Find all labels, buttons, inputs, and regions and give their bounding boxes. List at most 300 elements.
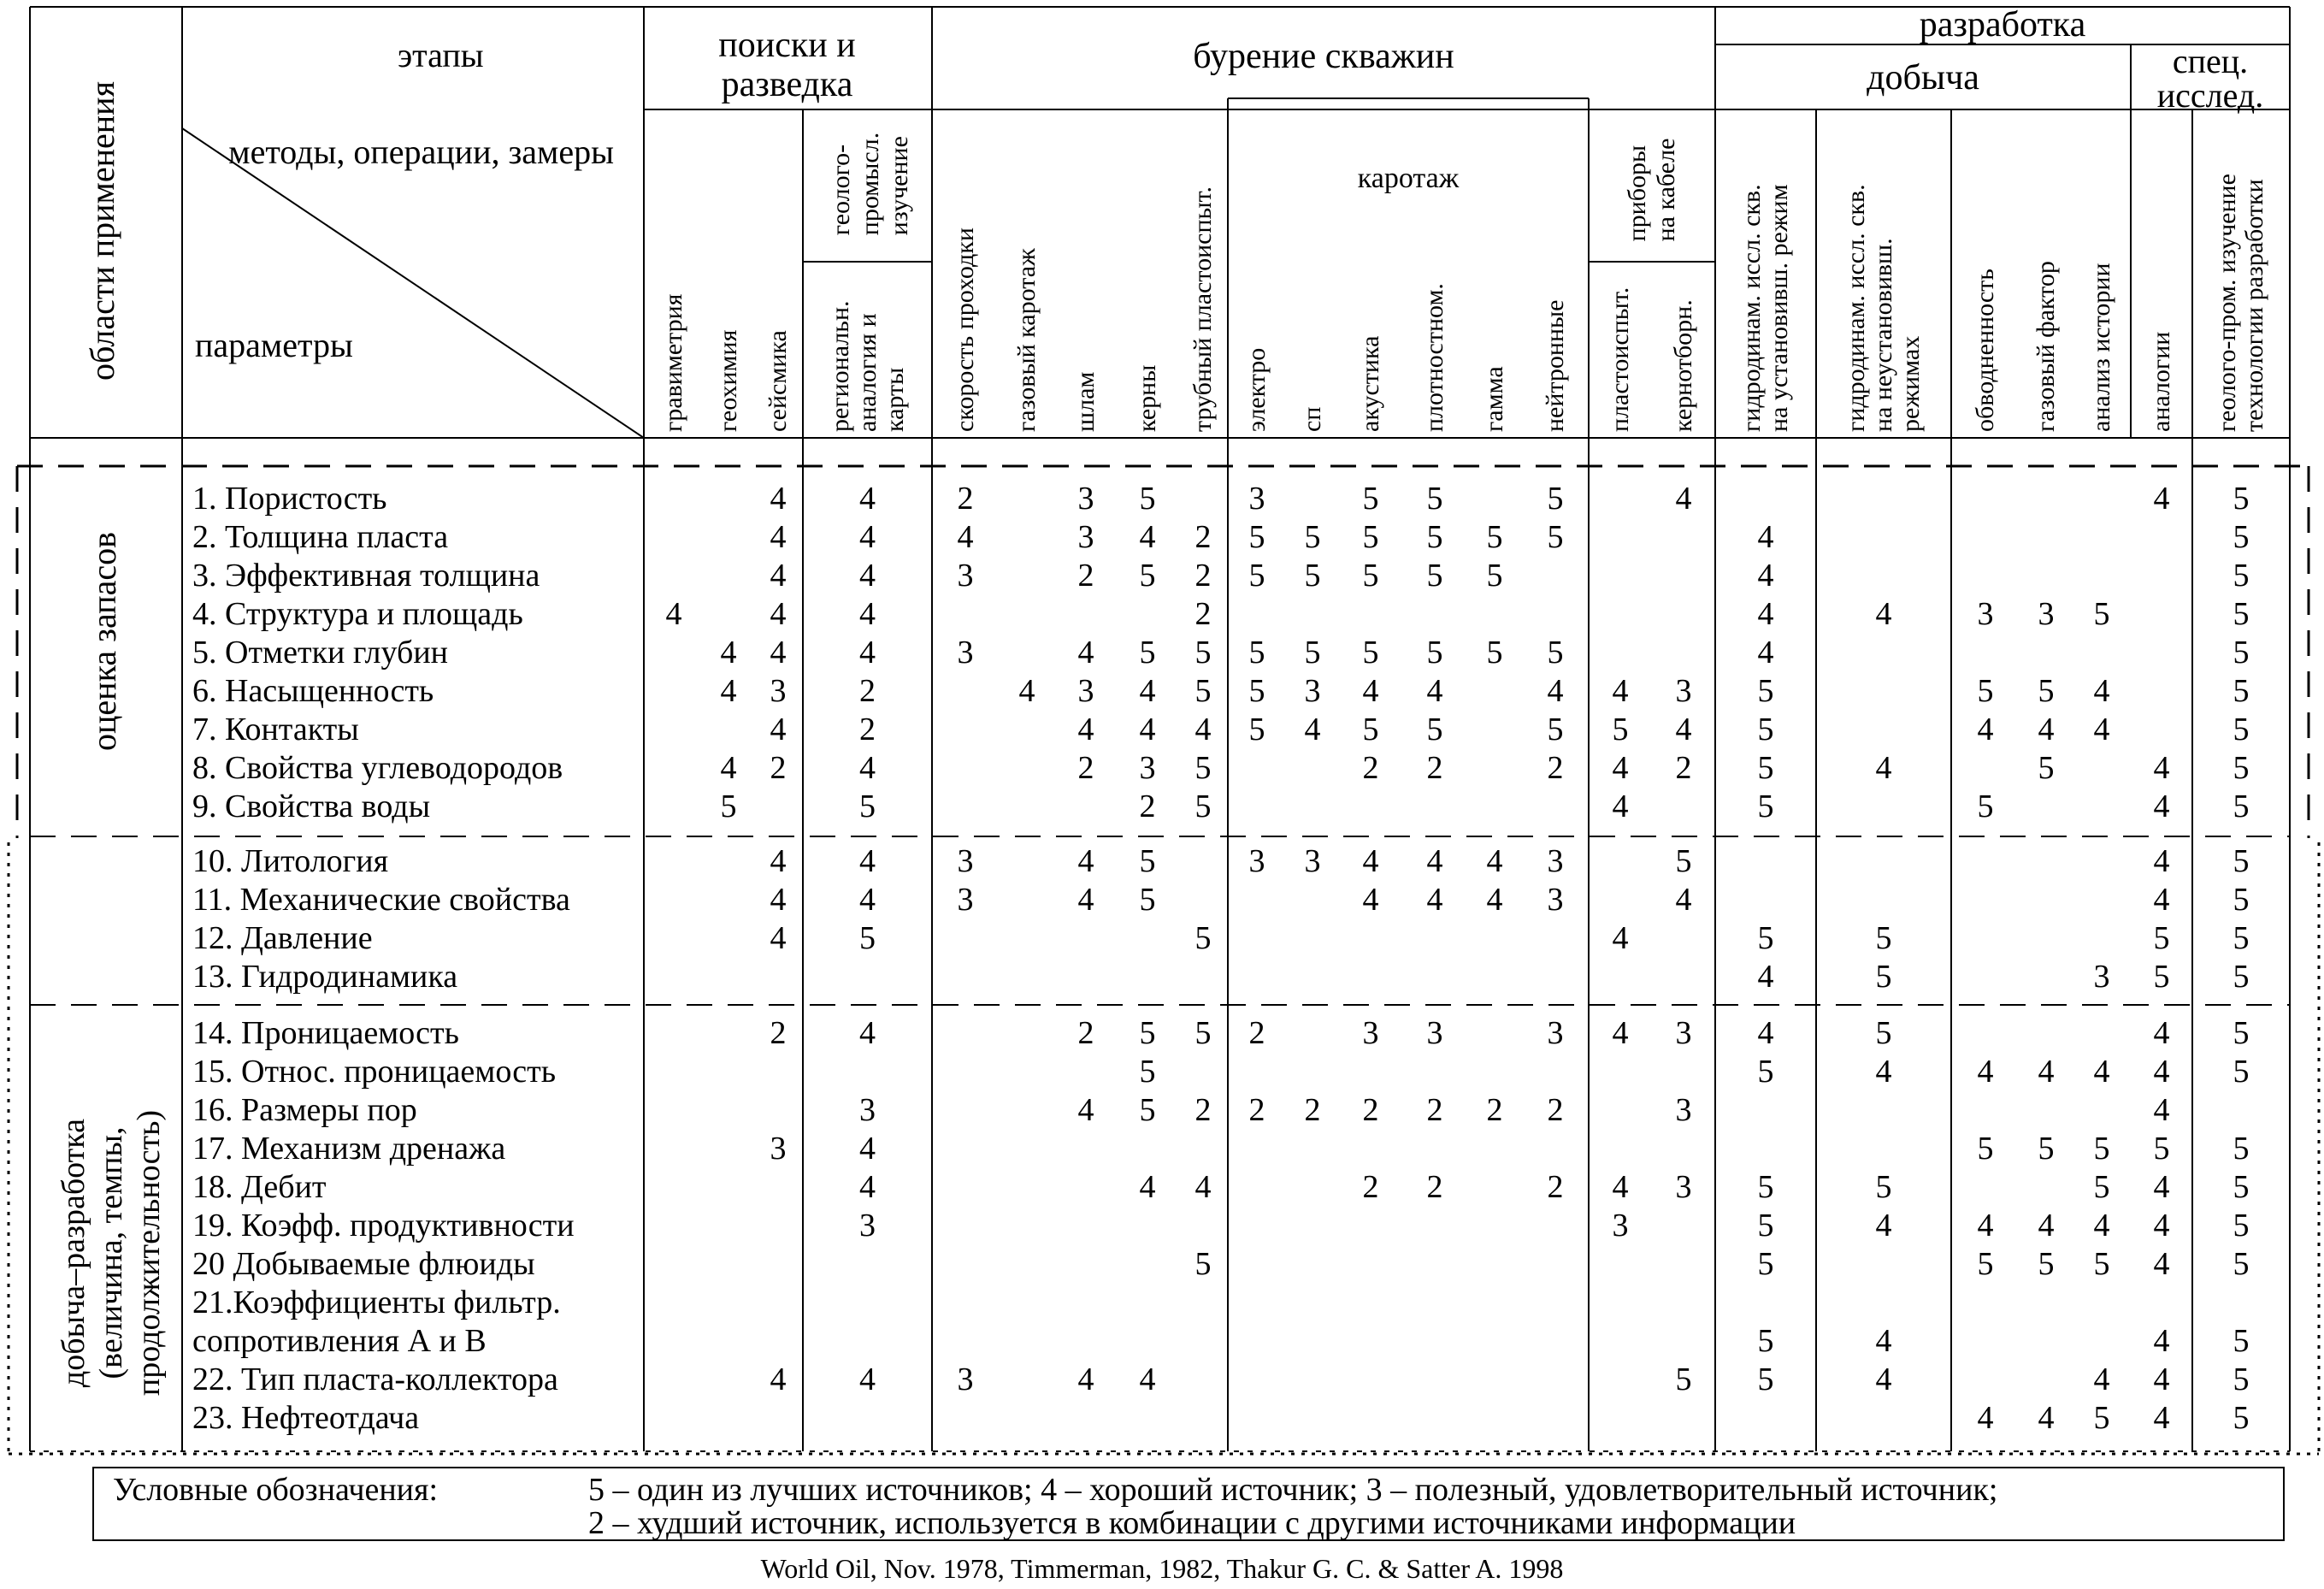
column-header-15-line0: пластоиспыт. [1606,286,1634,432]
column-header-16 [1670,299,1697,432]
value-cell: 5 [1248,673,1265,709]
value-cell: 4 [770,481,787,517]
value-cell: 3 [1547,882,1564,918]
value-cell: 5 [2093,1169,2110,1205]
value-cell: 5 [1248,519,1265,555]
column-header-22 [2148,332,2175,432]
value-cell: 4 [770,712,787,747]
value-cell: 4 [2153,1400,2170,1436]
value-cell: 5 [1757,1362,1774,1397]
value-cell: 5 [2233,1054,2250,1090]
value-cell: 4 [770,920,787,956]
value-cell: 5 [1248,558,1265,594]
value-cell: 5 [1194,673,1212,709]
value-cell: 2 [1426,1092,1443,1128]
value-cell: 4 [1018,673,1035,709]
value-cell: 5 [1194,1246,1212,1282]
value-cell: 4 [1977,1054,1994,1090]
column-header-12 [1421,283,1448,432]
value-cell: 5 [1426,558,1443,594]
value-cell: 4 [770,635,787,670]
value-cell: 4 [1875,1208,1892,1243]
row-label: 15. Относ. проницаемость [192,1054,557,1090]
value-cell: 5 [1875,1169,1892,1205]
column-header-23-line1: технологии разработки [2240,179,2268,432]
value-cell: 4 [1757,959,1774,995]
value-cell: 5 [2233,1246,2250,1282]
value-cell: 4 [1077,882,1094,918]
header-search-line1: поиски и [718,26,856,65]
column-header-6-line0: шлам [1071,371,1100,432]
group-label-reserves: оценка запасов [85,532,123,751]
column-header-22-line0: аналогии [2147,331,2175,432]
value-cell: 5 [1194,635,1212,670]
row-label: 1. Пористость [192,481,387,517]
value-cell: 5 [1248,712,1265,747]
value-cell: 5 [2233,1169,2250,1205]
value-cell: 2 [957,481,974,517]
value-cell: 3 [859,1208,876,1243]
value-cell: 4 [1612,1169,1629,1205]
value-cell: 3 [1139,750,1156,786]
value-cell: 4 [859,635,876,670]
value-cell: 5 [2233,519,2250,555]
value-cell: 5 [2233,789,2250,824]
header-special [2131,44,2290,113]
value-cell: 4 [2153,1169,2170,1205]
header-geo-field-line3: изучение [885,136,913,236]
value-cell: 4 [1077,712,1094,747]
column-header-23-line0: геолого-пром. изучение [2213,174,2241,432]
column-header-15 [1607,287,1634,432]
value-cell: 2 [1304,1092,1321,1128]
value-cell: 4 [1139,712,1156,747]
value-cell: 5 [1977,789,1994,824]
value-cell: 4 [1486,843,1503,879]
value-cell: 3 [1547,843,1564,879]
value-cell: 5 [1139,843,1156,879]
value-cell: 2 [1547,750,1564,786]
column-header-2 [764,330,792,432]
column-header-1 [715,330,742,432]
value-cell: 4 [2153,1362,2170,1397]
value-cell: 4 [1612,789,1629,824]
value-cell: 3 [859,1092,876,1128]
value-cell: 4 [770,558,787,594]
value-cell: 4 [1977,712,1994,747]
column-header-3-line0: региональн. [825,300,854,432]
value-cell: 5 [2233,1131,2250,1167]
column-header-4-line0: скорость проходки [951,227,979,432]
value-cell: 4 [957,519,974,555]
value-cell: 4 [1077,1092,1094,1128]
value-cell: 3 [1675,1169,1692,1205]
value-cell: 4 [2093,673,2110,709]
column-header-7 [1134,365,1161,432]
value-cell: 5 [1304,635,1321,670]
value-cell: 5 [859,789,876,824]
value-cell: 5 [2153,1131,2170,1167]
value-cell: 4 [1875,596,1892,632]
value-cell: 4 [859,1169,876,1205]
value-cell: 4 [2093,712,2110,747]
value-cell: 5 [1486,558,1503,594]
value-cell: 5 [2038,1246,2055,1282]
value-cell: 5 [2038,1131,2055,1167]
value-cell: 3 [2093,959,2110,995]
column-header-9-line0: электро [1242,347,1271,432]
legend-line1: 5 – один из лучших источников; 4 – хороший источник; 3 – полезный, удовлетворительный источник; [588,1472,1998,1508]
value-cell: 4 [859,750,876,786]
value-cell: 5 [1194,920,1212,956]
value-cell: 4 [665,596,682,632]
value-cell: 3 [957,1362,974,1397]
value-cell: 4 [1875,1054,1892,1090]
value-cell: 4 [2038,712,2055,747]
value-cell: 5 [1486,635,1503,670]
value-cell: 4 [1362,843,1379,879]
header-special-line2: исслед. [2156,76,2264,115]
value-cell: 4 [859,882,876,918]
value-cell: 2 [1486,1092,1503,1128]
value-cell: 4 [1675,712,1692,747]
row-label: 3. Эффективная толщина [192,558,540,594]
value-cell: 2 [770,750,787,786]
value-cell: 4 [1757,519,1774,555]
column-header-19-line0: обводненность [1971,269,1999,432]
value-cell: 4 [770,596,787,632]
row-label: 14. Проницаемость [192,1015,459,1051]
value-cell: 4 [1426,843,1443,879]
value-cell: 5 [2093,1131,2110,1167]
value-cell: 4 [1875,750,1892,786]
value-cell: 5 [1757,673,1774,709]
value-cell: 2 [1426,1169,1443,1205]
value-cell: 5 [2233,843,2250,879]
value-cell: 2 [1426,750,1443,786]
value-cell: 2 [1362,1092,1379,1128]
value-cell: 5 [1139,481,1156,517]
value-cell: 4 [1612,920,1629,956]
value-cell: 5 [1875,1015,1892,1051]
value-cell: 5 [1426,481,1443,517]
value-cell: 5 [1194,750,1212,786]
row-label: 6. Насыщенность [192,673,434,709]
column-header-13-line0: гамма [1480,366,1508,432]
column-header-20-line0: газовый фактор [2032,261,2060,432]
row-label: 11. Механические свойства [192,882,570,918]
column-header-17-line0: гидродинам. иссл. скв. [1737,184,1766,432]
value-cell: 5 [1977,1246,1994,1282]
row-label: 19. Коэфф. продуктивности [192,1208,575,1243]
value-cell: 3 [1675,1092,1692,1128]
value-cell: 5 [1426,712,1443,747]
value-cell: 5 [2233,712,2250,747]
value-cell: 5 [1362,481,1379,517]
value-cell: 5 [1547,635,1564,670]
column-header-1-line0: геохимия [714,329,742,432]
value-cell: 5 [1612,712,1629,747]
header-drilling: бурение скважин [1193,37,1454,76]
row-label: 10. Литология [192,843,389,879]
value-cell: 5 [2233,750,2250,786]
value-cell: 2 [1077,1015,1094,1051]
value-cell: 3 [957,882,974,918]
header-geo-field-line1: геолого- [827,144,855,236]
column-header-19 [1972,269,1999,432]
value-cell: 4 [1547,673,1564,709]
value-cell: 5 [1547,712,1564,747]
group-label-production [55,1110,168,1396]
value-cell: 5 [1304,558,1321,594]
column-header-11-line0: акустика [1356,335,1384,432]
value-cell: 3 [957,558,974,594]
value-cell: 4 [770,882,787,918]
column-header-11 [1357,336,1384,432]
value-cell: 5 [2233,481,2250,517]
value-cell: 4 [1426,882,1443,918]
legend-title: Условные обозначения: [113,1472,439,1508]
value-cell: 3 [957,843,974,879]
value-cell: 2 [1194,558,1212,594]
value-cell: 5 [1139,1054,1156,1090]
value-cell: 5 [1675,1362,1692,1397]
row-label: 17. Механизм дренажа [192,1131,506,1167]
value-cell: 4 [1194,712,1212,747]
value-cell: 4 [2153,1323,2170,1359]
column-header-8 [1189,186,1217,432]
header-geo-field [827,133,914,235]
row-label: 13. Гидродинамика [192,959,458,995]
value-cell: 5 [1194,789,1212,824]
column-header-3-line2: карты [880,367,909,432]
value-cell: 5 [2233,673,2250,709]
value-cell: 2 [859,673,876,709]
value-cell: 4 [1139,1362,1156,1397]
value-cell: 5 [1304,519,1321,555]
header-logging: каротаж [1357,162,1460,194]
header-areas: области применения [83,81,121,381]
value-cell: 4 [720,635,737,670]
group-label-production-line3: продолжительность) [131,1109,167,1397]
value-cell: 4 [1077,1362,1094,1397]
value-cell: 5 [1248,635,1265,670]
value-cell: 3 [957,635,974,670]
row-label: сопротивления А и В [192,1323,487,1359]
header-cable-tools-line1: приборы [1623,145,1651,242]
value-cell: 4 [1194,1169,1212,1205]
value-cell: 5 [1194,1015,1212,1051]
value-cell: 2 [1248,1092,1265,1128]
value-cell: 4 [1362,673,1379,709]
value-cell: 5 [1547,519,1564,555]
value-cell: 4 [2153,843,2170,879]
value-cell: 4 [2153,481,2170,517]
value-cell: 3 [1675,673,1692,709]
value-cell: 5 [2093,596,2110,632]
column-header-6 [1072,372,1100,432]
row-label: 22. Тип пласта-коллектора [192,1362,558,1397]
value-cell: 5 [2233,1015,2250,1051]
value-cell: 5 [1757,1054,1774,1090]
value-cell: 2 [1139,789,1156,824]
row-label: 9. Свойства воды [192,789,431,824]
column-header-17 [1738,184,1793,432]
header-search [644,26,930,104]
value-cell: 4 [1612,750,1629,786]
column-header-3 [827,300,909,432]
column-header-0 [660,294,687,432]
value-cell: 2 [1362,1169,1379,1205]
value-cell: 4 [770,843,787,879]
row-label: 5. Отметки глубин [192,635,448,670]
value-cell: 4 [1875,1362,1892,1397]
column-header-17-line1: на установивш. режим [1765,184,1793,432]
value-cell: 2 [1077,558,1094,594]
row-label: 21.Коэффициенты фильтр. [192,1285,561,1320]
value-cell: 2 [1194,1092,1212,1128]
value-cell: 2 [1547,1169,1564,1205]
header-production: добыча [1867,58,1979,97]
header-cable-tools-line2: на кабеле [1652,138,1680,242]
value-cell: 4 [1077,843,1094,879]
value-cell: 4 [1139,673,1156,709]
value-cell: 4 [2153,789,2170,824]
value-cell: 4 [1612,1015,1629,1051]
value-cell: 5 [1139,1015,1156,1051]
value-cell: 4 [859,1362,876,1397]
column-header-18-line1: на неустановивш. [1869,238,1897,432]
value-cell: 2 [1194,596,1212,632]
value-cell: 4 [2153,1092,2170,1128]
column-header-23 [2214,174,2268,432]
value-cell: 5 [1362,558,1379,594]
value-cell: 5 [1139,558,1156,594]
value-cell: 5 [1977,1131,1994,1167]
row-label: 18. Дебит [192,1169,327,1205]
group-label-production-line2: (величина, темпы, [93,1126,129,1379]
value-cell: 4 [2038,1054,2055,1090]
value-cell: 4 [2153,1015,2170,1051]
value-cell: 3 [770,673,787,709]
legend-line2: 2 – худший источник, используется в комбинации с другими источниками информации [588,1505,1796,1541]
value-cell: 3 [1248,843,1265,879]
value-cell: 2 [1362,750,1379,786]
value-cell: 5 [2233,959,2250,995]
row-label: 23. Нефтеотдача [192,1400,420,1436]
value-cell: 5 [1757,1169,1774,1205]
value-cell: 4 [1304,712,1321,747]
value-cell: 4 [859,1015,876,1051]
column-header-13 [1481,366,1508,432]
value-cell: 2 [1675,750,1692,786]
value-cell: 5 [2233,1323,2250,1359]
value-cell: 5 [2093,1400,2110,1436]
value-cell: 5 [1757,1323,1774,1359]
column-header-3-line1: аналогия и [852,313,882,432]
value-cell: 5 [2153,920,2170,956]
value-cell: 5 [1757,750,1774,786]
column-header-18-line0: гидродинам. иссл. скв. [1842,184,1870,432]
value-cell: 4 [859,596,876,632]
row-label: 4. Структура и площадь [192,596,523,632]
value-cell: 5 [2038,673,2055,709]
value-cell: 2 [859,712,876,747]
value-cell: 5 [2153,959,2170,995]
value-cell: 5 [1362,712,1379,747]
value-cell: 5 [1757,789,1774,824]
value-cell: 4 [1139,519,1156,555]
column-header-12-line0: плотностном. [1420,283,1448,432]
value-cell: 5 [2233,596,2250,632]
value-cell: 5 [2233,1400,2250,1436]
value-cell: 4 [2093,1208,2110,1243]
value-cell: 3 [770,1131,787,1167]
value-cell: 5 [1547,481,1564,517]
value-cell: 5 [1139,1092,1156,1128]
value-cell: 5 [2233,635,2250,670]
value-cell: 4 [1977,1400,1994,1436]
value-cell: 4 [859,558,876,594]
value-cell: 4 [1757,1015,1774,1051]
column-header-5-line0: газовый каротаж [1012,248,1041,432]
value-cell: 4 [1757,558,1774,594]
value-cell: 5 [1875,959,1892,995]
value-cell: 5 [2038,750,2055,786]
row-label: 12. Давление [192,920,373,956]
value-cell: 4 [1139,1169,1156,1205]
column-header-18-line2: режимах [1896,335,1925,432]
value-cell: 5 [1757,1208,1774,1243]
value-cell: 5 [1426,519,1443,555]
value-cell: 4 [1486,882,1503,918]
value-cell: 4 [1757,596,1774,632]
value-cell: 4 [1675,882,1692,918]
value-cell: 2 [1248,1015,1265,1051]
column-header-7-line0: керны [1133,364,1161,432]
value-cell: 5 [2233,882,2250,918]
value-cell: 4 [1362,882,1379,918]
value-cell: 4 [770,519,787,555]
value-cell: 5 [859,920,876,956]
value-cell: 4 [1612,673,1629,709]
header-diagonal [182,128,644,438]
value-cell: 5 [1977,673,1994,709]
value-cell: 5 [1757,1246,1774,1282]
value-cell: 4 [859,481,876,517]
legend-box [92,1467,2285,1541]
value-cell: 4 [2038,1400,2055,1436]
value-cell: 3 [1362,1015,1379,1051]
row-label: 20 Добываемые флюиды [192,1246,535,1282]
value-cell: 5 [1875,920,1892,956]
value-cell: 4 [859,843,876,879]
row-label: 7. Контакты [192,712,359,747]
value-cell: 3 [1077,519,1094,555]
column-header-0-line0: гравиметрия [659,293,687,432]
value-cell: 4 [1675,481,1692,517]
header-development: разработка [1919,5,2086,44]
column-header-16-line0: кернотборн. [1669,299,1697,432]
column-header-21-line0: анализ истории [2087,263,2115,432]
value-cell: 5 [1362,635,1379,670]
value-cell: 4 [2038,1208,2055,1243]
value-cell: 4 [2153,882,2170,918]
header-stages: этапы [398,36,484,74]
value-cell: 5 [2233,1362,2250,1397]
value-cell: 5 [1486,519,1503,555]
value-cell: 3 [1675,1015,1692,1051]
